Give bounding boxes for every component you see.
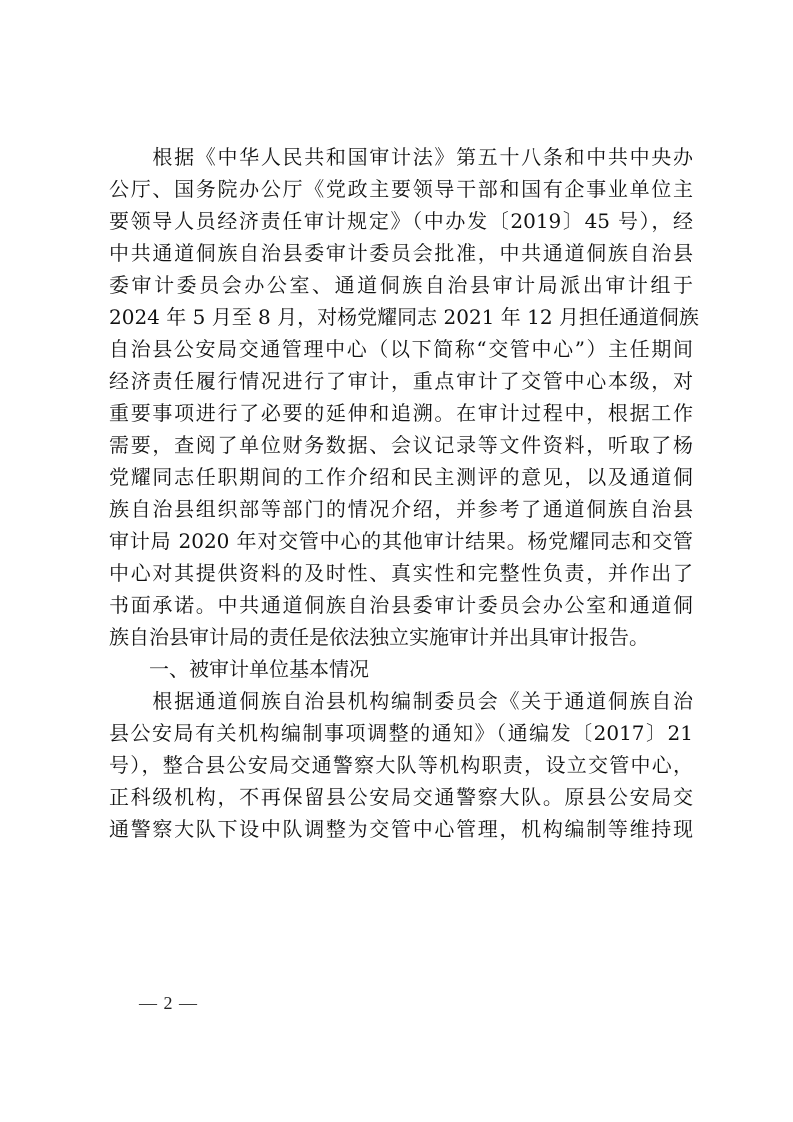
text-line: 党耀同志任职期间的工作介绍和民主测评的意见，以及通道侗 <box>109 465 693 489</box>
text-line: 书面承诺。中共通道侗族自治县委审计委员会办公室和通道侗 <box>109 593 693 617</box>
text-line: 需要，查阅了单位财务数据、会议记录等文件资料，听取了杨 <box>109 433 693 457</box>
text-line: 委审计委员会办公室、通道侗族自治县审计局派出审计组于 <box>109 273 693 297</box>
text-line: 县公安局有关机构编制事项调整的通知》（通编发〔2017〕21 <box>109 721 693 745</box>
text-line: 通警察大队下设中队调整为交管中心管理，机构编制等维持现 <box>109 817 693 841</box>
text-line: 2024 年 5 月至 8 月，对杨党耀同志 2021 年 12 月担任通道侗族 <box>109 305 699 329</box>
text-line: 正科级机构，不再保留县公安局交通警察大队。原县公安局交 <box>109 785 693 809</box>
text-line: 要领导人员经济责任审计规定》（中办发〔2019〕45 号），经 <box>109 209 693 233</box>
text-line: 自治县公安局交通管理中心（以下简称“交管中心”）主任期间 <box>109 337 693 361</box>
text-line: 根据《中华人民共和国审计法》第五十八条和中共中央办 <box>109 145 693 169</box>
body-text <box>109 141 699 845</box>
text-line: 审计局 2020 年对交管中心的其他审计结果。杨党耀同志和交管 <box>109 529 693 553</box>
text-line: 重要事项进行了必要的延伸和追溯。在审计过程中，根据工作 <box>109 401 693 425</box>
text-line: 公厅、国务院办公厅《党政主要领导干部和国有企事业单位主 <box>109 177 693 201</box>
text-line: 族自治县组织部等部门的情况介绍，并参考了通道侗族自治县 <box>109 497 693 521</box>
text-line: 族自治县审计局的责任是依法独立实施审计并出具审计报告。 <box>109 625 649 649</box>
text-line: 经济责任履行情况进行了审计，重点审计了交管中心本级，对 <box>109 369 693 393</box>
page-number: — 2 — <box>139 993 198 1013</box>
text-line: 中心对其提供资料的及时性、真实性和完整性负责，并作出了 <box>109 561 693 585</box>
section-heading: 一、被审计单位基本情况 <box>109 657 369 681</box>
text-line: 中共通道侗族自治县委审计委员会批准，中共通道侗族自治县 <box>109 241 693 265</box>
text-line: 根据通道侗族自治县机构编制委员会《关于通道侗族自治 <box>109 689 693 713</box>
text-line: 号），整合县公安局交通警察大队等机构职责，设立交管中心， <box>109 753 693 777</box>
